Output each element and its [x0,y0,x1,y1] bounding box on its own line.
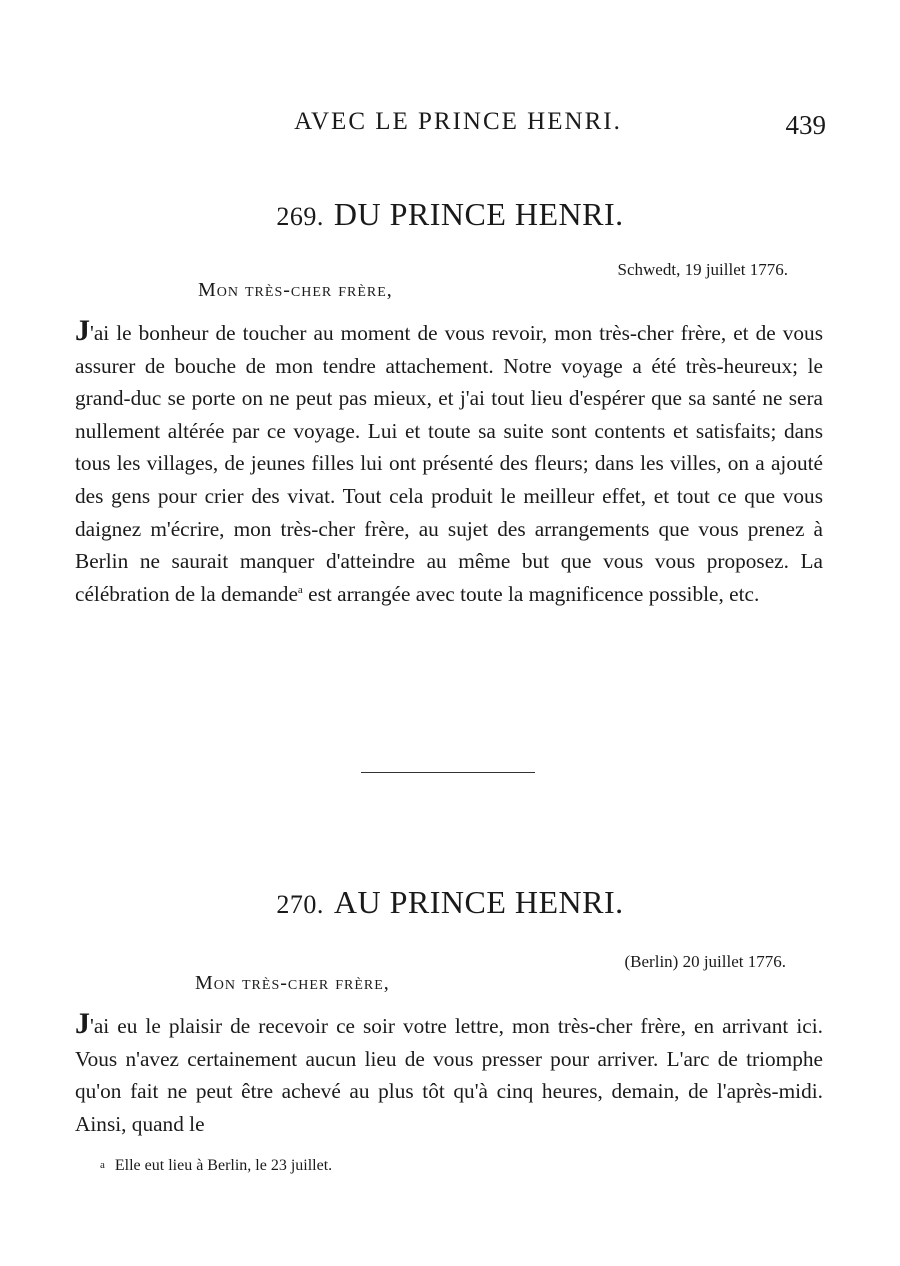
initial-letter: J [75,1007,90,1040]
letter-body [75,315,823,610]
footnote-reference[interactable]: a [297,583,303,596]
letter-heading-270 [0,884,900,921]
page-number: 439 [785,110,826,140]
letter-title: DU PRINCE HENRI. [333,196,624,232]
letter-number: 269. [276,202,324,231]
letter-body [75,1008,823,1140]
letter-number: 270. [276,890,324,919]
letter-heading-269 [0,196,900,233]
letter-body-text-continued: est arrangée avec toute la magnificence possible, etc. [302,581,760,606]
footnote [100,1157,332,1175]
section-divider [361,772,535,773]
running-header [0,108,900,140]
footnote-mark: a [100,1159,105,1171]
salutation: Mon très-cher frère, [195,972,390,994]
letter-body-text: 'ai le bonheur de toucher au moment de vous revoir, mon très-cher frère, et de vous assurer de bouche de mon tendre attachement. Notre voyage a été très-heureux; le grand-duc se porte on ne peut pas mieux, et j'ai tout lieu d'espérer que sa santé ne sera nullement altérée par ce voyage. Lui et toute sa suite sont contents et satisfaits; dans tous les villages, de jeunes filles lui ont présenté des fleurs; dans les villes, on a ajouté des gens pour crier des vivat. Tout cela produit le meilleur effet, et tout ce que vous daignez m'écrire, mon très-cher frère, au sujet des arrangements que vous prenez à Berlin ne saurait manquer d'atteindre au même but que vous vous proposez. La célébration de la demande [75,321,823,606]
salutation: Mon très-cher frère, [198,279,393,301]
dateline: Schwedt, 19 juillet 1776. [617,260,788,279]
initial-letter: J [75,314,90,347]
footnote-text: Elle eut lieu à Berlin, le 23 juillet. [114,1157,333,1174]
running-title: AVEC LE PRINCE HENRI. [294,108,622,135]
dateline: (Berlin) 20 juillet 1776. [624,952,786,971]
letter-body-text: 'ai eu le plaisir de recevoir ce soir votre lettre, mon très-cher frère, en arrivant ici. Vous n'avez certainement aucun lieu de vous presser pour arriver. L'arc de triomphe qu'on fait ne peut être achevé au plus tôt qu'à cinq heures, demain, de l'après-midi. Ainsi, quand le [75,1014,823,1136]
letter-title: AU PRINCE HENRI. [333,884,624,920]
